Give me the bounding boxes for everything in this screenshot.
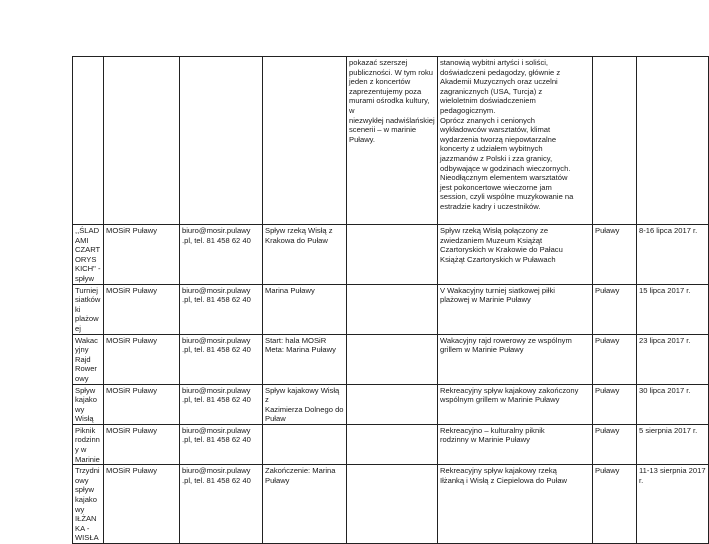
table-row (73, 57, 709, 225)
route: Marina Puławy (263, 284, 347, 334)
table-row (73, 384, 709, 424)
table-row (73, 284, 709, 334)
place-description (347, 384, 438, 424)
event-date: 5 sierpnia 2017 r. (637, 424, 709, 464)
event-date: 23 lipca 2017 r. (637, 334, 709, 384)
table-row (73, 334, 709, 384)
place-description (347, 424, 438, 464)
event-date (637, 57, 709, 225)
event-date: 15 lipca 2017 r. (637, 284, 709, 334)
place-description (347, 284, 438, 334)
contact-info: biuro@mosir.pulawy .pl, tel. 81 458 62 40 (180, 465, 263, 544)
city: Puławy (593, 225, 637, 285)
event-name: Piknik rodzinny w Marinie (73, 424, 104, 464)
event-description: Rekreacyjno – kulturalny piknik rodzinny w Marinie Puławy (438, 424, 593, 464)
contact-info (180, 57, 263, 225)
contact-info: biuro@mosir.pulawy .pl, tel. 81 458 62 40 (180, 424, 263, 464)
event-name: Wakacyjny Rajd Rowerowy (73, 334, 104, 384)
route: Spływ rzeką Wisłą z Krakowa do Puław (263, 225, 347, 285)
event-description: stanowią wybitni artyści i soliści, doświadczeni pedagodzy, głównie z Akademii Muzycznych oraz uczelni zagranicznych (USA, Turcja) z wieloletnim doświadczeniem pedagogicznym. Oprócz znanych i cenionych wykładowców warsztatów, klimat wydarzenia tworzą niepowtarzalne koncerty z udziałem wybitnych jazzmanów z Polski i zza granicy, odbywające w godzinach wieczornych. Nieodłącznym elementem warsztatów jest pokoncertowe wieczorne jam session, czyli wspólne muzykowanie na estradzie kadry i uczestników. (438, 57, 593, 225)
organizer: MOSiR Puławy (104, 465, 180, 544)
event-description: Rekreacyjny spływ kajakowy rzeką Iłżanką i Wisłą z Ciepielowa do Puław (438, 465, 593, 544)
organizer: MOSiR Puławy (104, 334, 180, 384)
table-row (73, 424, 709, 464)
route (263, 57, 347, 225)
event-description: Spływ rzeką Wisłą połączony ze zwiedzaniem Muzeum Książąt Czartoryskich w Krakowie do Pałacu Książąt Czartoryskich w Puławach (438, 225, 593, 285)
city: Puławy (593, 465, 637, 544)
event-name: Trzydniowy spływ kajakowy IŁŻANKA - WISŁA (73, 465, 104, 544)
organizer: MOSiR Puławy (104, 384, 180, 424)
event-name: Spływ kajakowy Wisłą (73, 384, 104, 424)
route: Spływ kajakowy Wisłą z Kazimierza Dolnego do Puław (263, 384, 347, 424)
city: Puławy (593, 384, 637, 424)
contact-info: biuro@mosir.pulawy .pl, tel. 81 458 62 40 (180, 334, 263, 384)
city: Puławy (593, 424, 637, 464)
organizer: MOSiR Puławy (104, 424, 180, 464)
events-table (72, 56, 709, 544)
route (263, 424, 347, 464)
event-name: ,,ŚLADAMI CZARTORYSKICH" - spływ (73, 225, 104, 285)
event-date: 11-13 sierpnia 2017 r. (637, 465, 709, 544)
place-description: pokazać szerszej publiczności. W tym roku jeden z koncertów zaprezentujemy poza murami ośrodka kultury, w niezwykłej nadwiślańskiej scenerii – w marinie Puławy. (347, 57, 438, 225)
event-description: Wakacyjny rajd rowerowy ze wspólnym grillem w Marinie Puławy (438, 334, 593, 384)
place-description (347, 465, 438, 544)
place-description (347, 334, 438, 384)
city: Puławy (593, 284, 637, 334)
contact-info: biuro@mosir.pulawy .pl, tel. 81 458 62 40 (180, 284, 263, 334)
event-name (73, 57, 104, 225)
table-row (73, 465, 709, 544)
event-description: Rekreacyjny spływ kajakowy zakończony wspólnym grillem w Marinie Puławy (438, 384, 593, 424)
organizer: MOSiR Puławy (104, 284, 180, 334)
city (593, 57, 637, 225)
table-row (73, 225, 709, 285)
event-name: Turniej siatkówki plażowej (73, 284, 104, 334)
event-date: 8-16 lipca 2017 r. (637, 225, 709, 285)
place-description (347, 225, 438, 285)
contact-info: biuro@mosir.pulawy .pl, tel. 81 458 62 40 (180, 384, 263, 424)
event-description: V Wakacyjny turniej siatkowej piłki plażowej w Marinie Puławy (438, 284, 593, 334)
organizer: MOSiR Puławy (104, 225, 180, 285)
city: Puławy (593, 334, 637, 384)
route: Zakończenie: Marina Puławy (263, 465, 347, 544)
contact-info: biuro@mosir.pulawy .pl, tel. 81 458 62 40 (180, 225, 263, 285)
route: Start: hala MOSiR Meta: Marina Puławy (263, 334, 347, 384)
event-date: 30 lipca 2017 r. (637, 384, 709, 424)
organizer (104, 57, 180, 225)
